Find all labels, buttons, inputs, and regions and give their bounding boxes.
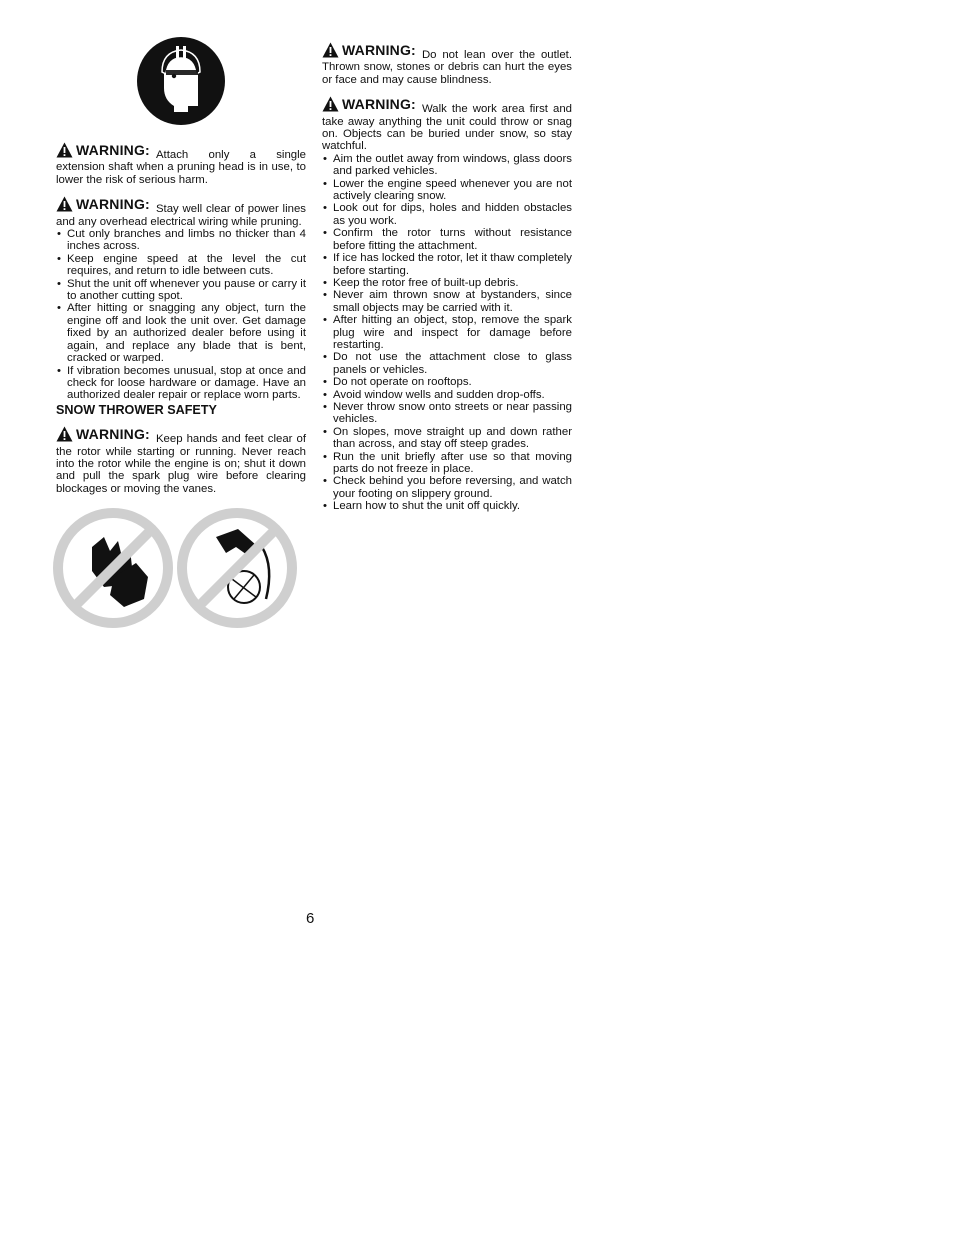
list-item: • Never aim thrown snow at bystanders, since small objects may be carried with it.: [322, 289, 572, 314]
warning-text: Attach only a single extension shaft when a pruning head is in use, to lower the risk of serious harm.: [56, 149, 306, 186]
warning-pole-pruner-extension: [56, 142, 306, 186]
warning-power-lines: [56, 196, 306, 228]
list-item: • If vibration becomes unusual, stop at once and check for loose hardware or damage. Have an authorized dealer repair or replace worn parts.: [56, 365, 306, 402]
warning-label: WARNING:: [76, 425, 150, 442]
list-item: • Shut the unit off whenever you pause or carry it to another cutting spot.: [56, 278, 306, 303]
list-item: • Check behind you before reversing, and watch your footing on slippery ground.: [322, 475, 572, 500]
list-item: • Learn how to shut the unit off quickly.: [322, 500, 572, 512]
list-item: • Avoid window wells and sudden drop-offs.: [322, 389, 572, 401]
section-heading-snow-thrower: SNOW THROWER SAFETY: [56, 402, 217, 417]
warning-text: Keep hands and feet clear of the rotor while starting or running. Never reach into the rotor while the engine is on; shut it down and pull the spark plug wire before clearing blockages or moving the vanes.: [56, 433, 306, 495]
no-hands-feet-icon: [52, 507, 174, 629]
left-column: [56, 36, 306, 629]
warning-text: Do not lean over the outlet. Thrown snow, stones or debris can hurt the eyes or face and may cause blindness.: [322, 49, 572, 86]
helmet-symbol: [56, 36, 306, 132]
list-item: • Aim the outlet away from windows, glass doors and parked vehicles.: [322, 153, 572, 178]
list-item: • After hitting an object, stop, remove the spark plug wire and inspect for damage before restarting.: [322, 314, 572, 351]
warning-text: Stay well clear of power lines and any overhead electrical wiring while pruning.: [56, 203, 306, 228]
warning-label: WARNING:: [342, 96, 416, 113]
list-item: • Confirm the rotor turns without resistance before fitting the attachment.: [322, 227, 572, 252]
page-number: 6: [306, 910, 315, 927]
warning-label: WARNING:: [342, 41, 416, 58]
warning-triangle-icon: [322, 96, 339, 112]
list-item: • Run the unit briefly after use so that moving parts do not freeze in place.: [322, 451, 572, 476]
warning-label: WARNING:: [76, 196, 150, 213]
list-item: • Keep engine speed at the level the cut requires, and return to idle between cuts.: [56, 253, 306, 278]
warning-text: Walk the work area first and take away anything the unit could throw or snag on. Objects can be buried under snow, so stay watchful.: [322, 103, 572, 153]
warning-label: WARNING:: [76, 141, 150, 158]
list-item: • Do not use the attachment close to glass panels or vehicles.: [322, 351, 572, 376]
warning-triangle-icon: [322, 42, 339, 58]
list-item: • If ice has locked the rotor, let it thaw completely before starting.: [322, 252, 572, 277]
warning-inspect-area: [322, 96, 572, 153]
snow-thrower-safety-list: [322, 153, 572, 513]
warning-triangle-icon: [56, 426, 73, 442]
hearing-eye-protection-icon: [136, 36, 226, 126]
warning-triangle-icon: [56, 142, 73, 158]
pruner-safety-list: [56, 228, 306, 402]
prohibition-symbols: [52, 507, 306, 629]
warning-discharge-chute: [322, 42, 572, 86]
warning-triangle-icon: [56, 196, 73, 212]
list-item: • Never throw snow onto streets or near passing vehicles.: [322, 401, 572, 426]
warning-rotor-contact: [56, 426, 306, 495]
list-item: • After hitting or snagging any object, turn the engine off and look the unit over. Get damage fixed by an authorized dealer before using it again, and replace any blade that is bent, cracked or warped.: [56, 302, 306, 364]
list-item: • On slopes, move straight up and down rather than across, and stay off steep grades.: [322, 426, 572, 451]
no-clearing-rotor-icon: [176, 507, 298, 629]
list-item: • Do not operate on rooftops.: [322, 376, 572, 388]
list-item: • Cut only branches and limbs no thicker than 4 inches across.: [56, 228, 306, 253]
list-item: • Look out for dips, holes and hidden obstacles as you work.: [322, 202, 572, 227]
list-item: • Lower the engine speed whenever you are not actively clearing snow.: [322, 178, 572, 203]
list-item: • Keep the rotor free of built-up debris.: [322, 277, 572, 289]
right-column: [322, 42, 572, 515]
